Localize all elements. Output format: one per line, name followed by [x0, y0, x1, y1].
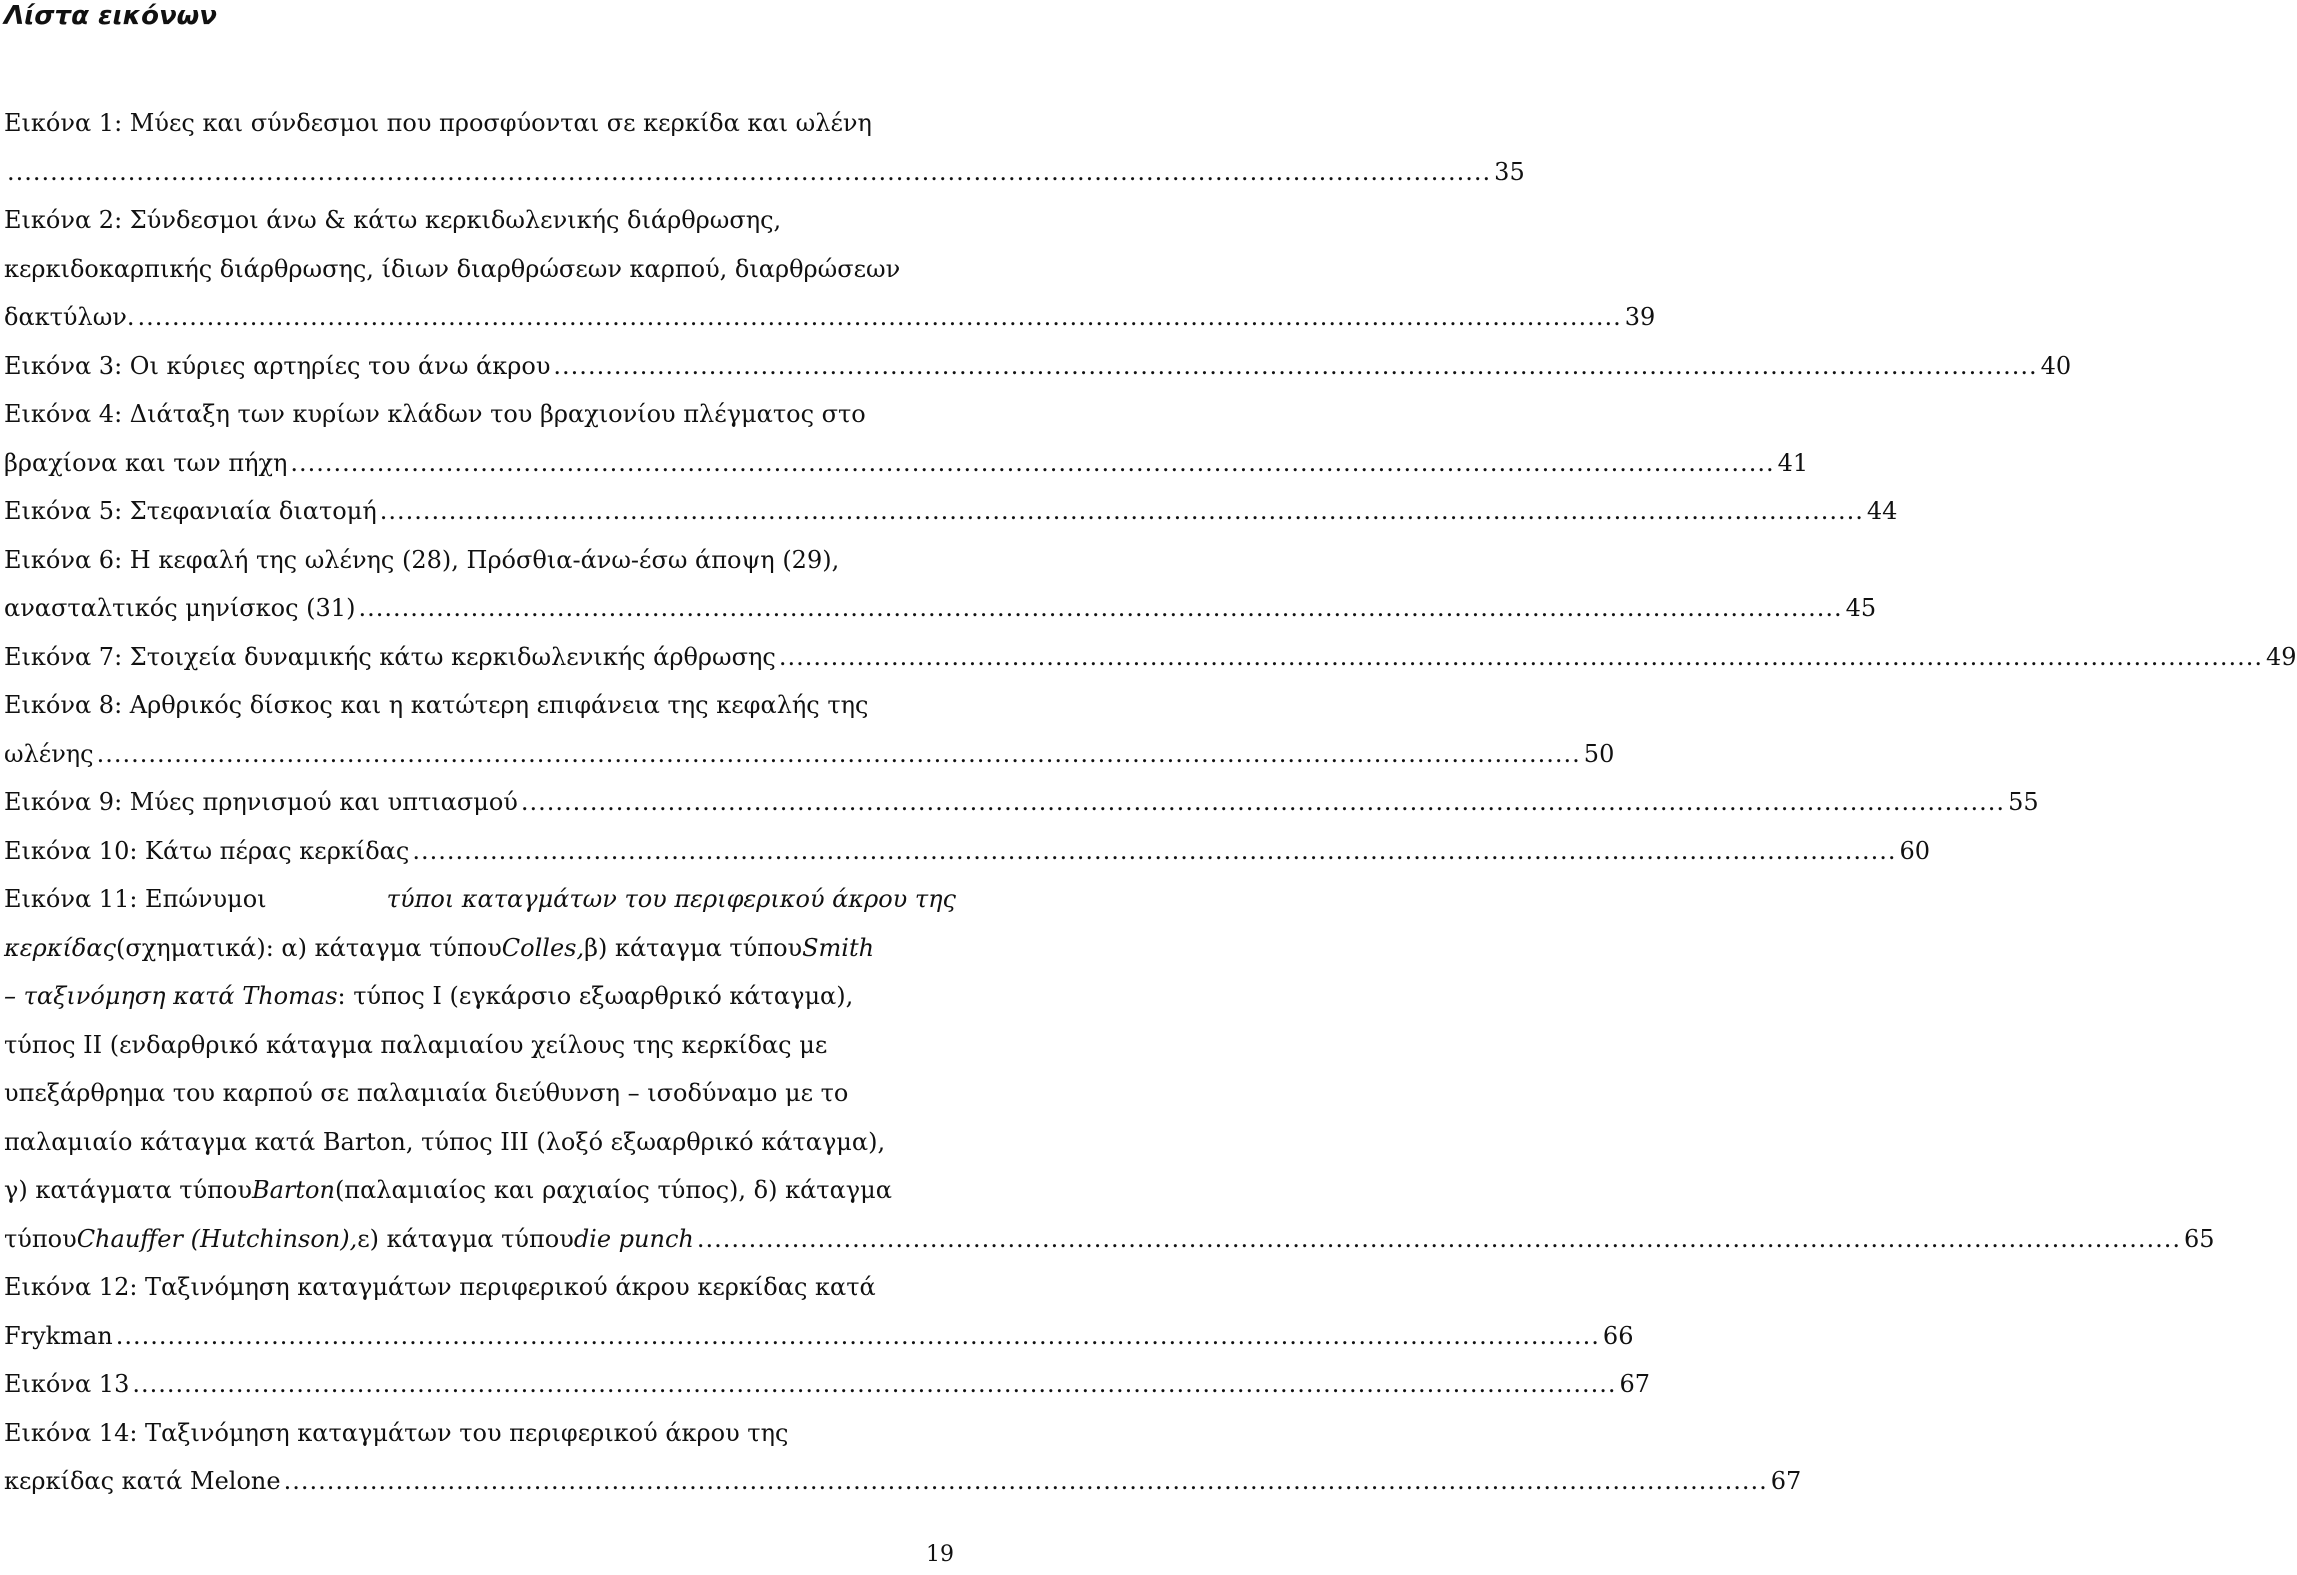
- toc-entry-line: [4, 1263, 956, 1312]
- dot-leader: ............................................................................................................................................................................: [553, 351, 2038, 380]
- toc-entry-text: Barton: [251, 1176, 335, 1204]
- toc-page-number: 50: [1583, 739, 1615, 768]
- dot-leader: ............................................................................................................................................................................: [412, 836, 1897, 865]
- toc-entry-text: βραχίονα και των πήχη: [4, 448, 288, 477]
- toc-entry-line: [4, 487, 1898, 536]
- toc-entry[interactable]: [4, 633, 2297, 682]
- dot-leader: ............................................................................................................................................................................: [132, 1370, 1617, 1398]
- toc-entry-line: [4, 875, 956, 924]
- toc-entry[interactable]: [4, 99, 1525, 196]
- toc-entry-line: [4, 681, 956, 730]
- toc-entry-text: : τύπος Ι (εγκάρσιο εξωαρθρικό κάταγμα),: [337, 982, 854, 1010]
- toc-page-number: 40: [2040, 351, 2072, 380]
- dot-leader: ............................................................................................................................................................................: [283, 1467, 1768, 1495]
- toc-entry-line: [4, 342, 2072, 391]
- toc-entry-line: [4, 1069, 956, 1118]
- dot-leader: ............................................................................................................................................................................: [379, 497, 1864, 525]
- toc-entry-text: γ) κατάγματα τύπου: [4, 1176, 252, 1204]
- toc-entry[interactable]: [4, 827, 1931, 876]
- toc-entry-line: [4, 439, 1809, 488]
- dot-leader: ............................................................................................................................................................................: [290, 448, 1775, 477]
- toc-entry-text: Frykman: [4, 1321, 113, 1350]
- toc-entry-text: ε) κάταγμα τύπου: [357, 1224, 574, 1253]
- dot-leader: ............................................................................................................................................................................: [96, 739, 1581, 768]
- toc-entry-line: [4, 245, 956, 294]
- toc-entry-text: ανασταλτικός μηνίσκος (31): [4, 594, 356, 622]
- toc-entry[interactable]: [4, 390, 1809, 487]
- toc-entry-text: τύποι καταγμάτων του περιφερικού άκρου της: [386, 885, 956, 913]
- toc-entry-text: δακτύλων.: [4, 303, 135, 331]
- toc-entry-text: (σχηματικά): α) κάταγμα τύπου: [115, 933, 502, 962]
- toc-entry-text: β) κάταγμα τύπου: [584, 933, 803, 962]
- toc-page-number: 35: [1494, 157, 1525, 186]
- toc-page-number: 49: [2265, 642, 2297, 671]
- toc-entry-text: die punch: [573, 1224, 694, 1253]
- dot-leader: ............................................................................................................................................................................: [115, 1321, 1600, 1350]
- toc-entry-line: [4, 1312, 1634, 1361]
- toc-entry-line: [4, 1409, 956, 1458]
- toc-entry-line: [4, 730, 1615, 779]
- toc-page-number: 67: [1619, 1370, 1651, 1398]
- toc-page-number: 60: [1899, 836, 1931, 865]
- toc-entry-line: [4, 972, 956, 1021]
- dot-leader: ............................................................................................................................................................................: [137, 303, 1622, 331]
- toc-entry-text: Εικόνα 2: Σύνδεσμοι άνω & κάτω κερκιδωλενικής διάρθρωσης,: [4, 206, 782, 234]
- toc-entry-line: [4, 1021, 956, 1070]
- toc-entry-text: Εικόνα 7: Στοιχεία δυναμικής κάτω κερκιδωλενικής άρθρωσης: [4, 642, 776, 671]
- page-number: 19: [926, 1542, 954, 1567]
- toc-entry-text: Εικόνα 3: Οι κύριες αρτηρίες του άνω άκρου: [4, 351, 551, 380]
- toc-entry-line: [4, 1118, 956, 1167]
- dot-leader: ............................................................................................................................................................................: [520, 788, 2006, 816]
- dot-leader: ............................................................................................................................................................................: [696, 1224, 2182, 1253]
- dot-leader: ............................................................................................................................................................................: [7, 157, 1492, 186]
- toc-entry-line: [4, 1215, 2215, 1264]
- toc-entry-line: [4, 99, 956, 148]
- toc-page-number: 66: [1602, 1321, 1634, 1350]
- toc-entry-line: [4, 633, 2297, 682]
- toc-entry-text: τύπου: [4, 1224, 77, 1253]
- toc-entry-text: Colles,: [501, 933, 585, 962]
- toc-entry-text: Εικόνα 11: Επώνυμοι: [4, 885, 267, 913]
- toc-entry-line: [4, 1457, 1802, 1506]
- toc-entry-text: Chauffer (Hutchinson),: [76, 1224, 358, 1253]
- toc-entry[interactable]: [4, 487, 1898, 536]
- toc-entry-text: Smith: [802, 933, 875, 962]
- toc-entry-text: Εικόνα 8: Αρθρικός δίσκος και η κατώτερη επιφάνεια της κεφαλής της: [4, 691, 869, 719]
- toc-entry-line: [4, 584, 1877, 633]
- toc-entry-text: Εικόνα 4: Διάταξη των κυρίων κλάδων του βραχιονίου πλέγματος στο: [4, 400, 866, 428]
- toc-page-number: 44: [1866, 497, 1898, 525]
- toc-entry-text: κερκίδας κατά Melone: [4, 1467, 281, 1495]
- toc-entry-text: Εικόνα 12: Ταξινόμηση καταγμάτων περιφερικού άκρου κερκίδας κατά: [4, 1273, 876, 1301]
- toc-page-number: 39: [1624, 303, 1656, 331]
- toc-entry[interactable]: [4, 536, 1877, 633]
- toc-entry-line: [4, 778, 2039, 827]
- toc-entry-line: [4, 293, 1656, 342]
- toc-entry-text: υπεξάρθρημα του καρπού σε παλαμιαία διεύθυνση – ισοδύναμο με το: [4, 1079, 849, 1107]
- toc-entry[interactable]: [4, 875, 2215, 1263]
- dot-leader: ............................................................................................................................................................................: [358, 594, 1843, 622]
- toc-page-number: 55: [2008, 788, 2039, 816]
- toc-entry-line: [4, 1166, 956, 1215]
- dot-leader: ............................................................................................................................................................................: [778, 642, 2263, 671]
- toc-entry-line: [4, 536, 956, 585]
- toc-entry[interactable]: [4, 1409, 1802, 1506]
- toc-page-number: 65: [2184, 1224, 2215, 1253]
- toc-entry-text: Εικόνα 10: Κάτω πέρας κερκίδας: [4, 836, 410, 865]
- toc-entry-text: Εικόνα 14: Ταξινόμηση καταγμάτων του περιφερικού άκρου της: [4, 1418, 789, 1447]
- toc-entry-text: Εικόνα 1: Μύες και σύνδεσμοι που προσφύονται σε κερκίδα και ωλένη: [4, 109, 872, 137]
- list-of-figures: [4, 99, 2297, 1506]
- toc-entry-text: κερκιδοκαρπικής διάρθρωσης, ίδιων διαρθρώσεων καρπού, διαρθρώσεων: [4, 254, 901, 283]
- toc-entry[interactable]: [4, 1360, 1651, 1409]
- toc-entry-text: ωλένης: [4, 739, 94, 768]
- page-title: Λίστα εικόνων: [4, 1, 217, 31]
- toc-entry-text: κερκίδας: [4, 933, 116, 962]
- toc-entry[interactable]: [4, 342, 2072, 391]
- toc-page-number: 67: [1770, 1467, 1802, 1495]
- toc-entry[interactable]: [4, 1263, 1634, 1360]
- toc-entry-line: [4, 196, 956, 245]
- toc-entry-text: παλαμιαίο κάταγμα κατά Barton, τύπος ΙΙΙ (λοξό εξωαρθρικό κάταγμα),: [4, 1127, 886, 1156]
- toc-entry-text: Εικόνα 6: Η κεφαλή της ωλένης (28), Πρόσθια-άνω-έσω άποψη (29),: [4, 545, 840, 574]
- toc-entry-text: (παλαμιαίος και ραχιαίος τύπος), δ) κάταγμα: [334, 1176, 892, 1204]
- toc-entry-line: [4, 827, 1931, 876]
- toc-entry[interactable]: [4, 681, 1615, 778]
- toc-entry-text: – ταξινόμηση κατά Thomas: [4, 982, 338, 1010]
- toc-entry-text: Εικόνα 13: [4, 1370, 130, 1398]
- toc-entry-text: Εικόνα 5: Στεφανιαία διατομή: [4, 497, 377, 525]
- toc-entry[interactable]: [4, 778, 2039, 827]
- toc-entry-text: Εικόνα 9: Μύες πρηνισμού και υπτιασμού: [4, 788, 518, 816]
- toc-entry-line: [4, 148, 1525, 197]
- toc-entry-line: [4, 924, 956, 973]
- toc-entry-text: τύπος ΙΙ (ενδαρθρικό κάταγμα παλαμιαίου χείλους της κερκίδας με: [4, 1030, 828, 1059]
- toc-page-number: 41: [1777, 448, 1809, 477]
- toc-entry-line: [4, 1360, 1651, 1409]
- toc-entry[interactable]: [4, 196, 1656, 342]
- toc-entry-line: [4, 390, 956, 439]
- toc-page-number: 45: [1845, 594, 1877, 622]
